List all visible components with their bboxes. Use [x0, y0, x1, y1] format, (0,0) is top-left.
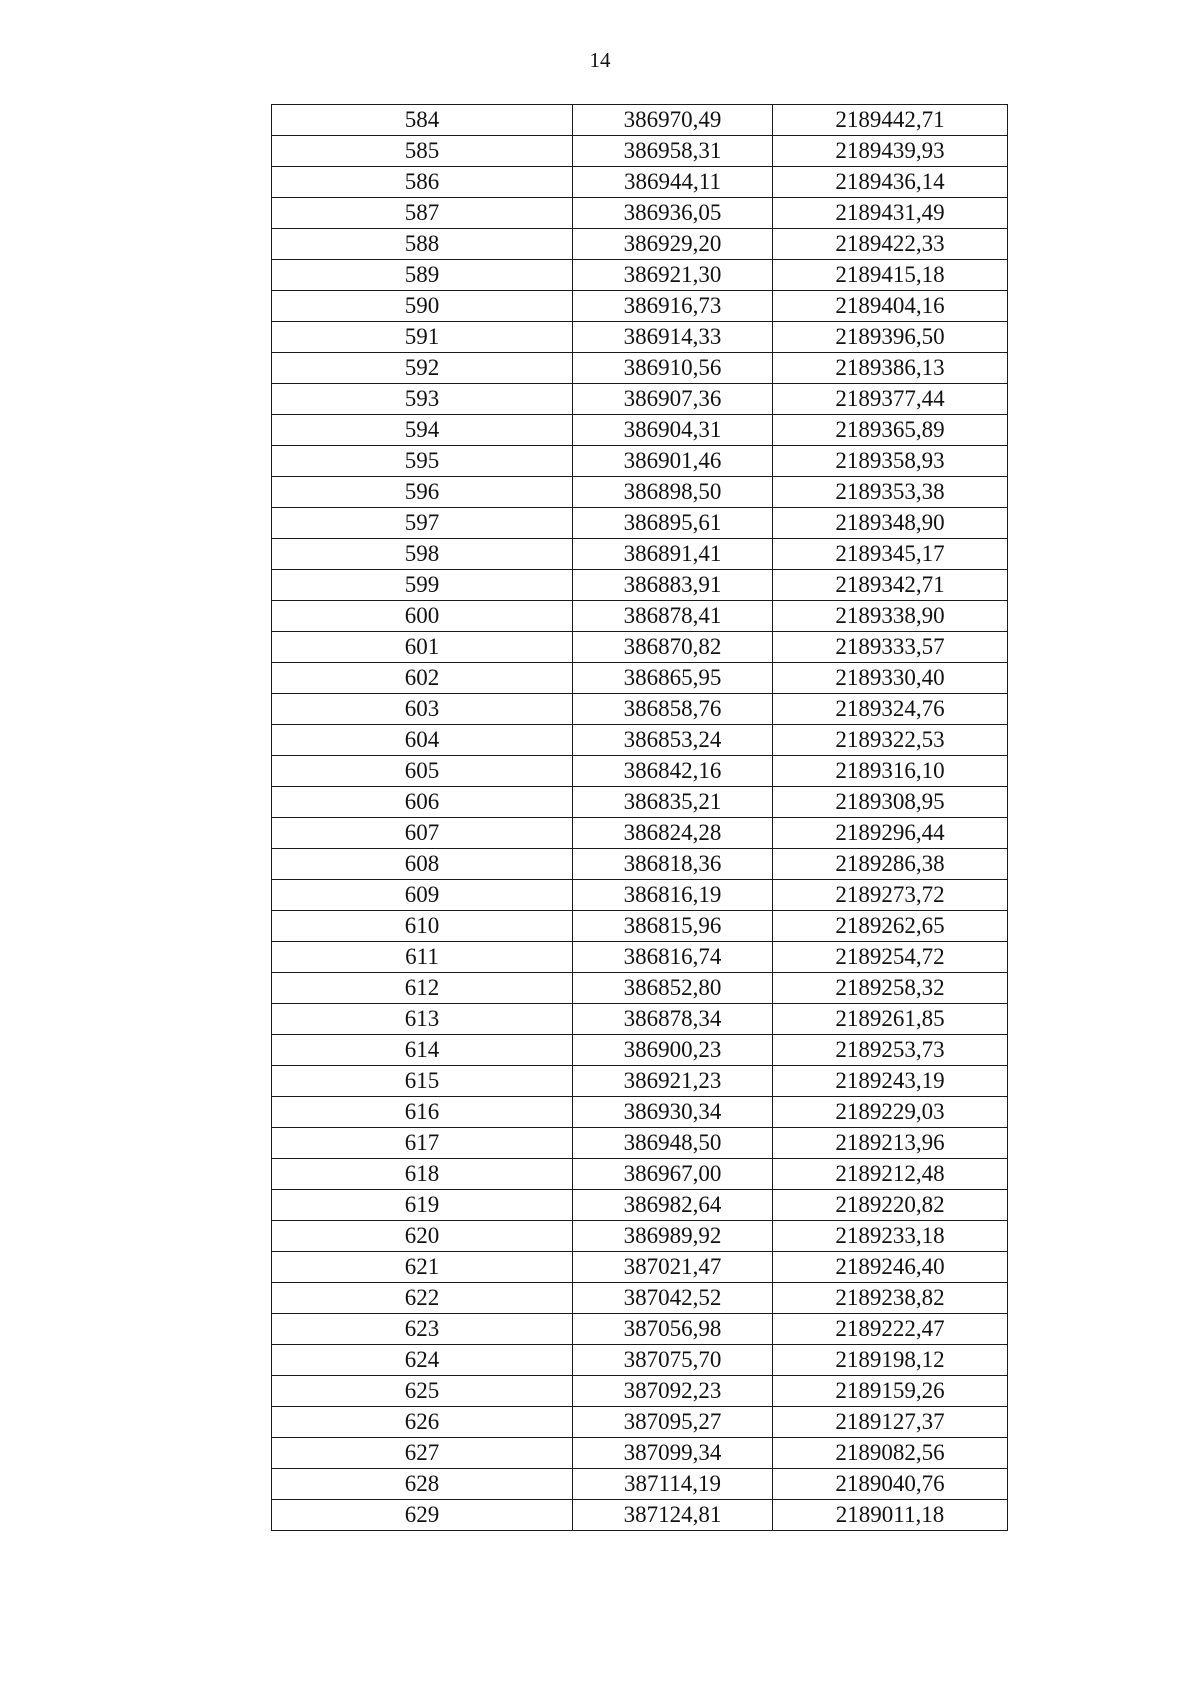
x-coordinate-cell: 386891,41 — [573, 539, 773, 570]
y-coordinate-cell: 2189333,57 — [773, 632, 1008, 663]
table-row — [272, 384, 1008, 415]
x-coordinate-cell: 386815,96 — [573, 911, 773, 942]
point-number-cell: 614 — [272, 1035, 573, 1066]
point-number-cell: 607 — [272, 818, 573, 849]
table-row — [272, 105, 1008, 136]
x-coordinate-cell: 386842,16 — [573, 756, 773, 787]
x-coordinate-cell: 386936,05 — [573, 198, 773, 229]
x-coordinate-cell: 386865,95 — [573, 663, 773, 694]
point-number-cell: 592 — [272, 353, 573, 384]
y-coordinate-cell: 2189330,40 — [773, 663, 1008, 694]
table-row — [272, 1407, 1008, 1438]
x-coordinate-cell: 386898,50 — [573, 477, 773, 508]
point-number-cell: 627 — [272, 1438, 573, 1469]
table-row — [272, 539, 1008, 570]
point-number-cell: 595 — [272, 446, 573, 477]
y-coordinate-cell: 2189212,48 — [773, 1159, 1008, 1190]
x-coordinate-cell: 386878,41 — [573, 601, 773, 632]
x-coordinate-cell: 386816,74 — [573, 942, 773, 973]
point-number-cell: 587 — [272, 198, 573, 229]
y-coordinate-cell: 2189040,76 — [773, 1469, 1008, 1500]
table-row — [272, 1438, 1008, 1469]
table-row — [272, 942, 1008, 973]
point-number-cell: 585 — [272, 136, 573, 167]
point-number-cell: 586 — [272, 167, 573, 198]
x-coordinate-cell: 387092,23 — [573, 1376, 773, 1407]
table-row — [272, 1314, 1008, 1345]
point-number-cell: 596 — [272, 477, 573, 508]
y-coordinate-cell: 2189220,82 — [773, 1190, 1008, 1221]
x-coordinate-cell: 386858,76 — [573, 694, 773, 725]
point-number-cell: 609 — [272, 880, 573, 911]
x-coordinate-cell: 386944,11 — [573, 167, 773, 198]
point-number-cell: 590 — [272, 291, 573, 322]
table-row — [272, 353, 1008, 384]
y-coordinate-cell: 2189348,90 — [773, 508, 1008, 539]
y-coordinate-cell: 2189254,72 — [773, 942, 1008, 973]
point-number-cell: 623 — [272, 1314, 573, 1345]
y-coordinate-cell: 2189353,38 — [773, 477, 1008, 508]
y-coordinate-cell: 2189262,65 — [773, 911, 1008, 942]
y-coordinate-cell: 2189404,16 — [773, 291, 1008, 322]
table-row — [272, 1035, 1008, 1066]
table-row — [272, 1004, 1008, 1035]
y-coordinate-cell: 2189358,93 — [773, 446, 1008, 477]
table-row — [272, 849, 1008, 880]
point-number-cell: 598 — [272, 539, 573, 570]
y-coordinate-cell: 2189436,14 — [773, 167, 1008, 198]
x-coordinate-cell: 386967,00 — [573, 1159, 773, 1190]
y-coordinate-cell: 2189431,49 — [773, 198, 1008, 229]
point-number-cell: 603 — [272, 694, 573, 725]
y-coordinate-cell: 2189345,17 — [773, 539, 1008, 570]
table-row — [272, 1221, 1008, 1252]
point-number-cell: 612 — [272, 973, 573, 1004]
page-number: 14 — [589, 48, 611, 72]
x-coordinate-cell: 386853,24 — [573, 725, 773, 756]
point-number-cell: 626 — [272, 1407, 573, 1438]
table-row — [272, 880, 1008, 911]
y-coordinate-cell: 2189222,47 — [773, 1314, 1008, 1345]
x-coordinate-cell: 386921,23 — [573, 1066, 773, 1097]
coordinates-table — [271, 104, 1008, 1531]
table-row — [272, 1066, 1008, 1097]
x-coordinate-cell: 386970,49 — [573, 105, 773, 136]
y-coordinate-cell: 2189159,26 — [773, 1376, 1008, 1407]
x-coordinate-cell: 386852,80 — [573, 973, 773, 1004]
table-row — [272, 1500, 1008, 1531]
y-coordinate-cell: 2189422,33 — [773, 229, 1008, 260]
table-row — [272, 818, 1008, 849]
table-row — [272, 1252, 1008, 1283]
x-coordinate-cell: 386835,21 — [573, 787, 773, 818]
x-coordinate-cell: 386818,36 — [573, 849, 773, 880]
point-number-cell: 608 — [272, 849, 573, 880]
y-coordinate-cell: 2189238,82 — [773, 1283, 1008, 1314]
table-row — [272, 415, 1008, 446]
table-row — [272, 725, 1008, 756]
y-coordinate-cell: 2189273,72 — [773, 880, 1008, 911]
y-coordinate-cell: 2189377,44 — [773, 384, 1008, 415]
x-coordinate-cell: 386883,91 — [573, 570, 773, 601]
x-coordinate-cell: 386870,82 — [573, 632, 773, 663]
y-coordinate-cell: 2189243,19 — [773, 1066, 1008, 1097]
point-number-cell: 599 — [272, 570, 573, 601]
x-coordinate-cell: 387095,27 — [573, 1407, 773, 1438]
table-row — [272, 1376, 1008, 1407]
x-coordinate-cell: 386904,31 — [573, 415, 773, 446]
y-coordinate-cell: 2189386,13 — [773, 353, 1008, 384]
x-coordinate-cell: 387075,70 — [573, 1345, 773, 1376]
x-coordinate-cell: 386901,46 — [573, 446, 773, 477]
point-number-cell: 584 — [272, 105, 573, 136]
x-coordinate-cell: 386816,19 — [573, 880, 773, 911]
table-row — [272, 1159, 1008, 1190]
point-number-cell: 629 — [272, 1500, 573, 1531]
y-coordinate-cell: 2189011,18 — [773, 1500, 1008, 1531]
point-number-cell: 588 — [272, 229, 573, 260]
point-number-cell: 604 — [272, 725, 573, 756]
point-number-cell: 628 — [272, 1469, 573, 1500]
x-coordinate-cell: 386958,31 — [573, 136, 773, 167]
coordinates-table-body — [272, 105, 1008, 1531]
point-number-cell: 594 — [272, 415, 573, 446]
y-coordinate-cell: 2189198,12 — [773, 1345, 1008, 1376]
y-coordinate-cell: 2189233,18 — [773, 1221, 1008, 1252]
point-number-cell: 624 — [272, 1345, 573, 1376]
x-coordinate-cell: 386895,61 — [573, 508, 773, 539]
y-coordinate-cell: 2189365,89 — [773, 415, 1008, 446]
x-coordinate-cell: 387021,47 — [573, 1252, 773, 1283]
point-number-cell: 613 — [272, 1004, 573, 1035]
y-coordinate-cell: 2189082,56 — [773, 1438, 1008, 1469]
x-coordinate-cell: 386982,64 — [573, 1190, 773, 1221]
x-coordinate-cell: 387042,52 — [573, 1283, 773, 1314]
table-row — [272, 508, 1008, 539]
table-row — [272, 1345, 1008, 1376]
point-number-cell: 610 — [272, 911, 573, 942]
y-coordinate-cell: 2189439,93 — [773, 136, 1008, 167]
x-coordinate-cell: 386930,34 — [573, 1097, 773, 1128]
x-coordinate-cell: 386916,73 — [573, 291, 773, 322]
y-coordinate-cell: 2189322,53 — [773, 725, 1008, 756]
table-row — [272, 973, 1008, 1004]
point-number-cell: 601 — [272, 632, 573, 663]
y-coordinate-cell: 2189308,95 — [773, 787, 1008, 818]
y-coordinate-cell: 2189338,90 — [773, 601, 1008, 632]
y-coordinate-cell: 2189258,32 — [773, 973, 1008, 1004]
x-coordinate-cell: 386989,92 — [573, 1221, 773, 1252]
y-coordinate-cell: 2189296,44 — [773, 818, 1008, 849]
y-coordinate-cell: 2189286,38 — [773, 849, 1008, 880]
table-row — [272, 446, 1008, 477]
x-coordinate-cell: 386921,30 — [573, 260, 773, 291]
table-row — [272, 198, 1008, 229]
x-coordinate-cell: 386914,33 — [573, 322, 773, 353]
table-row — [272, 477, 1008, 508]
point-number-cell: 621 — [272, 1252, 573, 1283]
x-coordinate-cell: 387114,19 — [573, 1469, 773, 1500]
table-row — [272, 229, 1008, 260]
table-row — [272, 787, 1008, 818]
y-coordinate-cell: 2189342,71 — [773, 570, 1008, 601]
point-number-cell: 593 — [272, 384, 573, 415]
point-number-cell: 605 — [272, 756, 573, 787]
point-number-cell: 606 — [272, 787, 573, 818]
y-coordinate-cell: 2189229,03 — [773, 1097, 1008, 1128]
point-number-cell: 597 — [272, 508, 573, 539]
point-number-cell: 611 — [272, 942, 573, 973]
table-row — [272, 260, 1008, 291]
table-row — [272, 1097, 1008, 1128]
point-number-cell: 615 — [272, 1066, 573, 1097]
point-number-cell: 591 — [272, 322, 573, 353]
table-row — [272, 663, 1008, 694]
x-coordinate-cell: 387124,81 — [573, 1500, 773, 1531]
x-coordinate-cell: 386824,28 — [573, 818, 773, 849]
point-number-cell: 589 — [272, 260, 573, 291]
table-row — [272, 291, 1008, 322]
x-coordinate-cell: 386948,50 — [573, 1128, 773, 1159]
table-row — [272, 1190, 1008, 1221]
point-number-cell: 616 — [272, 1097, 573, 1128]
point-number-cell: 602 — [272, 663, 573, 694]
y-coordinate-cell: 2189316,10 — [773, 756, 1008, 787]
table-row — [272, 601, 1008, 632]
y-coordinate-cell: 2189442,71 — [773, 105, 1008, 136]
table-row — [272, 136, 1008, 167]
table-row — [272, 1283, 1008, 1314]
x-coordinate-cell: 386929,20 — [573, 229, 773, 260]
point-number-cell: 622 — [272, 1283, 573, 1314]
point-number-cell: 625 — [272, 1376, 573, 1407]
y-coordinate-cell: 2189261,85 — [773, 1004, 1008, 1035]
table-row — [272, 756, 1008, 787]
table-row — [272, 570, 1008, 601]
y-coordinate-cell: 2189246,40 — [773, 1252, 1008, 1283]
x-coordinate-cell: 386900,23 — [573, 1035, 773, 1066]
x-coordinate-cell: 387056,98 — [573, 1314, 773, 1345]
y-coordinate-cell: 2189415,18 — [773, 260, 1008, 291]
x-coordinate-cell: 387099,34 — [573, 1438, 773, 1469]
point-number-cell: 620 — [272, 1221, 573, 1252]
y-coordinate-cell: 2189324,76 — [773, 694, 1008, 725]
point-number-cell: 618 — [272, 1159, 573, 1190]
x-coordinate-cell: 386907,36 — [573, 384, 773, 415]
table-row — [272, 1469, 1008, 1500]
x-coordinate-cell: 386878,34 — [573, 1004, 773, 1035]
table-row — [272, 322, 1008, 353]
y-coordinate-cell: 2189127,37 — [773, 1407, 1008, 1438]
point-number-cell: 619 — [272, 1190, 573, 1221]
y-coordinate-cell: 2189213,96 — [773, 1128, 1008, 1159]
table-row — [272, 1128, 1008, 1159]
x-coordinate-cell: 386910,56 — [573, 353, 773, 384]
y-coordinate-cell: 2189396,50 — [773, 322, 1008, 353]
table-row — [272, 632, 1008, 663]
table-row — [272, 694, 1008, 725]
point-number-cell: 600 — [272, 601, 573, 632]
point-number-cell: 617 — [272, 1128, 573, 1159]
table-row — [272, 911, 1008, 942]
y-coordinate-cell: 2189253,73 — [773, 1035, 1008, 1066]
table-row — [272, 167, 1008, 198]
